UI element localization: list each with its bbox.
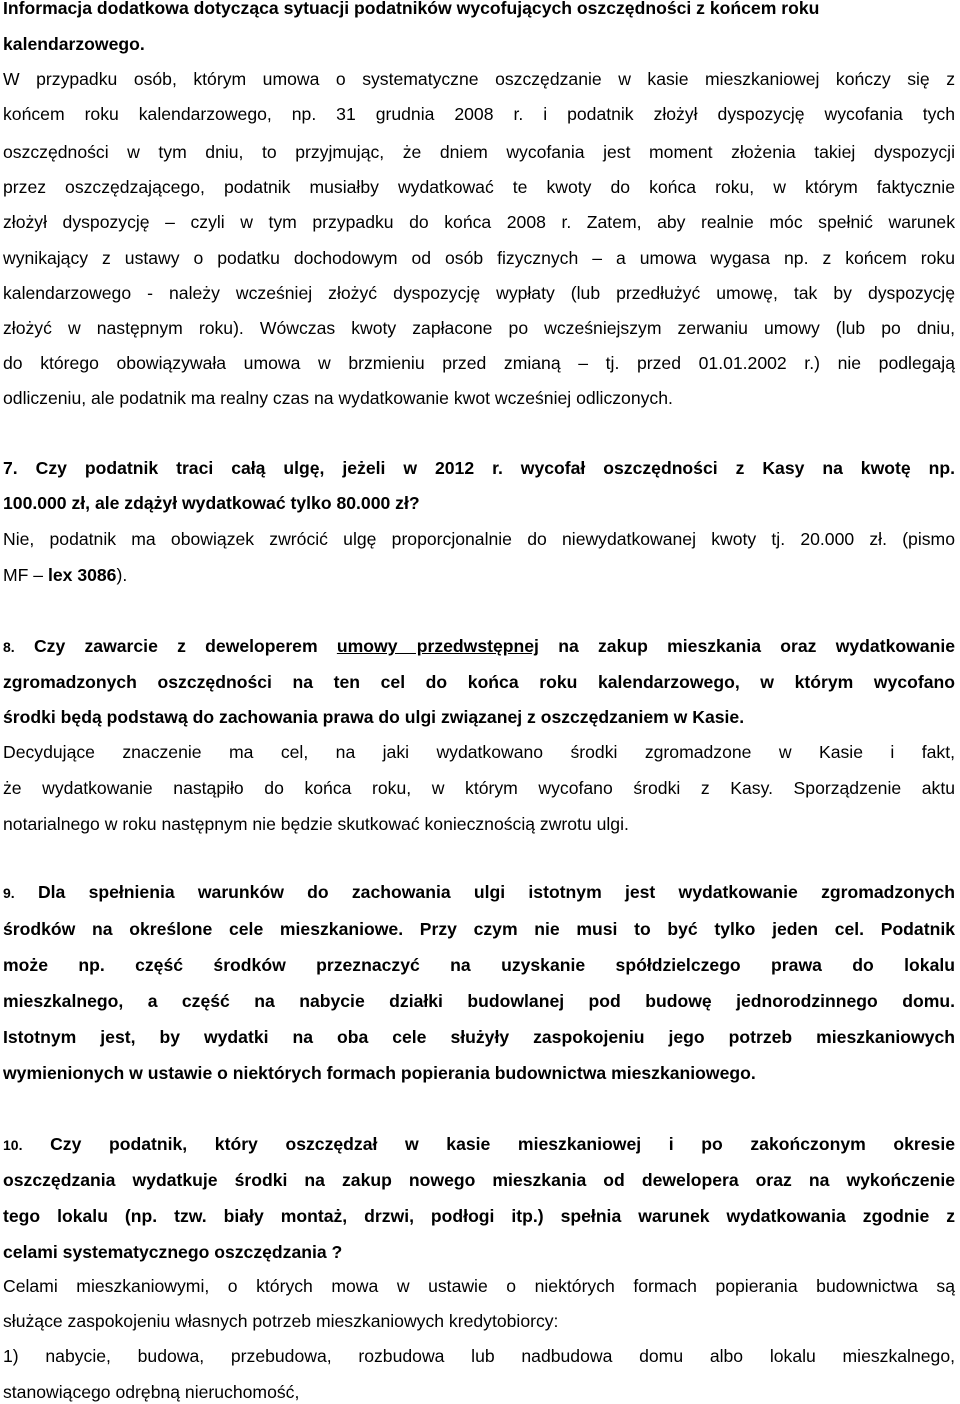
answer-10-line: służące zaspokojeniu własnych potrzeb mieszkaniowych kredytobiorcy: <box>3 1311 559 1331</box>
intro-line: odliczeniu, ale podatnik ma realny czas na wydatkowanie kwot wcześniej odliczonych. <box>3 388 673 408</box>
intro-line: kalendarzowego - należy wcześniej złożyć dyspozycję wypłaty (lub przedłużyć umowę, tak by dyspozycję <box>3 283 955 303</box>
answer-10-line: Celami mieszkaniowymi, o których mowa w ustawie o niektórych formach popierania budownictwa są <box>3 1276 955 1296</box>
answer-8-line: notarialnego w roku następnym nie będzie skutkować koniecznością zwrotu ulgi. <box>3 814 629 834</box>
question-8-line: 8. Czy zawarcie z deweloperem umowy przedwstępnej na zakup mieszkania oraz wydatkowanie <box>3 636 955 656</box>
question-10-line: oszczędzania wydatkuje środki na zakup nowego mieszkania od dewelopera oraz na wykończenie <box>3 1170 955 1190</box>
question-9-line: mieszkalnego, a część na nabycie działki budowlanej pod budowę jednorodzinnego domu. <box>3 991 955 1011</box>
question-7-line: 7. Czy podatnik traci całą ulgę, jeżeli w 2012 r. wycofał oszczędności z Kasy na kwotę np. <box>3 458 955 478</box>
question-10-line: 10. Czy podatnik, który oszczędzał w kasie mieszkaniowej i po zakończonym okresie <box>3 1134 955 1154</box>
question-10-line: celami systematycznego oszczędzania ? <box>3 1242 343 1262</box>
intro-line: do którego obowiązywała umowa w brzmieniu przed zmianą – tj. przed 01.01.2002 r.) nie podlegają <box>3 353 955 373</box>
question-10-line: tego lokalu (np. tzw. biały montaż, drzwi, podłogi itp.) spełnia warunek wydatkowania zgodnie z <box>3 1206 955 1226</box>
answer-7-line: MF – lex 3086). <box>3 565 128 585</box>
question-9-line: może np. część środków przeznaczyć na uzyskanie spółdzielczego prawa do lokalu <box>3 955 955 975</box>
intro-line: złożył dyspozycję – czyli w tym przypadku do końca 2008 r. Zatem, aby realnie móc spełnić warunek <box>3 212 955 232</box>
answer-10-list-item: stanowiącego odrębną nieruchomość, <box>3 1382 300 1402</box>
question-9-line: wymienionych w ustawie o niektórych formach popierania budownictwa mieszkaniowego. <box>3 1063 756 1083</box>
question-9-line: środków na określone cele mieszkaniowe. Przy czym nie musi to być tylko jeden cel. Podatnik <box>3 919 955 939</box>
intro-line: oszczędności w tym dniu, to przyjmując, że dniem wycofania jest moment złożenia takiej dyspozycji <box>3 142 955 162</box>
answer-7-line: Nie, podatnik ma obowiązek zwrócić ulgę proporcjonalnie do niewydatkowanej kwoty tj. 20.000 zł. (pismo <box>3 529 955 549</box>
intro-line: złożyć w następnym roku). Wówczas kwoty zapłacone po wcześniejszym zerwaniu umowy (lub po dniu, <box>3 318 955 338</box>
answer-8-line: Decydujące znaczenie ma cel, na jaki wydatkowano środki zgromadzone w Kasie i fakt, <box>3 742 955 762</box>
intro-line: W przypadku osób, którym umowa o systematyczne oszczędzanie w kasie mieszkaniowej kończy się z <box>3 69 955 89</box>
intro-heading-line-1: Informacja dodatkowa dotycząca sytuacji podatników wycofujących oszczędności z końcem roku <box>3 0 820 18</box>
question-9-line: 9. Dla spełnienia warunków do zachowania ulgi istotnym jest wydatkowanie zgromadzonych <box>3 882 955 902</box>
intro-line: przez oszczędzającego, podatnik musiałby wydatkować te kwoty do końca roku, w którym faktycznie <box>3 177 955 197</box>
question-8-line: zgromadzonych oszczędności na ten cel do końca roku kalendarzowego, w którym wycofano <box>3 672 955 692</box>
answer-8-line: że wydatkowanie nastąpiło do końca roku, w którym wycofano środki z Kasy. Sporządzenie aktu <box>3 778 955 798</box>
answer-10-list-item: 1) nabycie, budowa, przebudowa, rozbudowa lub nadbudowa domu albo lokalu mieszkalnego, <box>3 1346 955 1366</box>
question-7-line: 100.000 zł, ale zdążył wydatkować tylko 80.000 zł? <box>3 493 420 513</box>
intro-heading-line-2: kalendarzowego. <box>3 34 145 54</box>
question-8-line: środki będą podstawą do zachowania prawa do ulgi związanej z oszczędzaniem w Kasie. <box>3 707 745 727</box>
intro-line: końcem roku kalendarzowego, np. 31 grudnia 2008 r. i podatnik złożył dyspozycję wycofania tych <box>3 104 955 124</box>
question-9-line: Istotnym jest, by wydatki na oba cele służyły zaspokojeniu jego potrzeb mieszkaniowych <box>3 1027 955 1047</box>
intro-line: wynikający z ustawy o podatku dochodowym od osób fizycznych – a umowa wygasa np. z końcem roku <box>3 248 955 268</box>
